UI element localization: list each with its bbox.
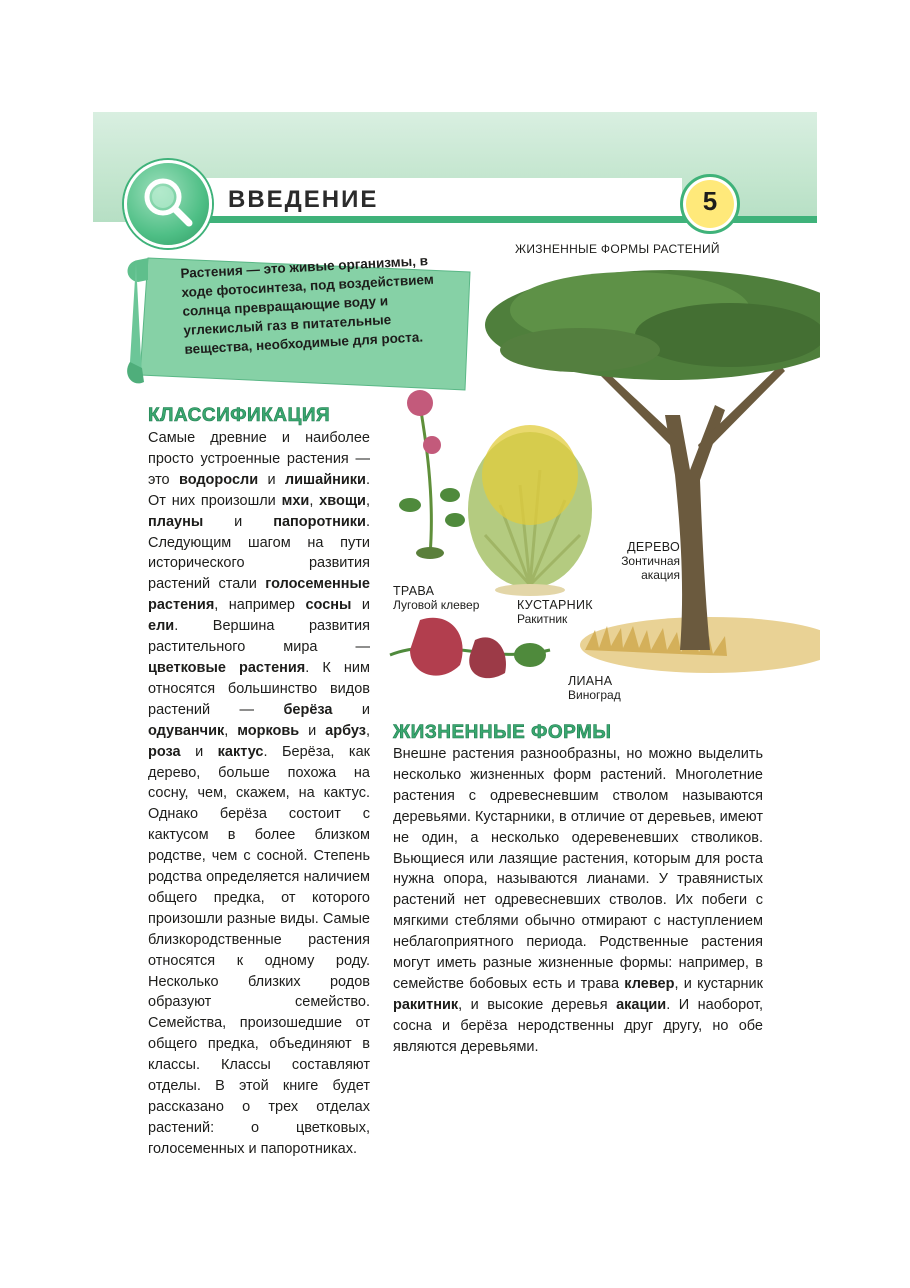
bold-term: мхи (281, 492, 310, 509)
magnifier-icon (127, 163, 209, 245)
heading-life-forms: ЖИЗНЕННЫЕ ФОРМЫ (393, 722, 612, 743)
vine (390, 618, 550, 678)
life-forms-text (393, 744, 763, 1058)
bold-term: клевер (624, 975, 675, 992)
text-run: , (365, 722, 370, 739)
bold-term: акации (616, 996, 667, 1013)
label-shrub-title: КУСТАРНИК (517, 598, 593, 612)
label-grass (393, 584, 479, 612)
label-grass-line1: Луговой клевер (393, 598, 480, 612)
bold-term: берёза (283, 701, 333, 718)
text-run: . Вершина развития растительного мира — (148, 618, 370, 656)
text-run: , и высокие деревья (458, 996, 617, 1013)
bold-term: одуванчик (148, 722, 225, 739)
text-run: и (332, 701, 370, 718)
bold-term: плауны (148, 513, 204, 530)
label-vine (568, 674, 621, 702)
label-vine-line1: Виноград (568, 688, 621, 702)
section-title: ВВЕДЕНИЕ (228, 186, 379, 213)
text-run: . И наоборот, сосна и берёза неродственны друг другу, но обе являются деревьями. (393, 996, 763, 1055)
bold-term: ракитник (393, 996, 459, 1013)
magnifier-badge (124, 160, 212, 248)
text-run: . Следующим шагом на пути исторического развития растений стали (148, 513, 370, 593)
bold-term: лишайники (284, 471, 366, 488)
clover (399, 390, 465, 559)
text-run: Самые древние и наиболее просто устроенные растения — это (148, 430, 370, 488)
bold-term: арбуз (325, 722, 366, 739)
bold-term: кактус (217, 743, 264, 760)
label-tree-line2: акация (641, 568, 680, 582)
text-run: , (365, 492, 370, 509)
text-run: , и кустарник (674, 975, 763, 992)
bold-term: хвощи (319, 492, 366, 509)
classification-text (148, 428, 370, 1160)
text-run: . Берёза, как дерево, больше похожа на сосну, чем, скажем, на кактус. Однако берёза состоит с кактусом в более близком родстве, чем с сосной. Степень родства определяется наличием общего предка, от которого произошли разные виды. Самые близкородственные растения относятся к одному роду. Несколько близких родов образуют семейство. Семейства, произошедшие от общего предка, объединяют в классы. Классы составляют отделы. В этой книге будет рассказано о трех отделах растений: о цветковых, голосеменных и папоротниках. (148, 743, 370, 1157)
label-tree (600, 540, 680, 582)
text-run: и (180, 743, 218, 760)
text-run: и (258, 471, 285, 488)
text-run: . К ним относятся большинство видов растений — (148, 659, 370, 718)
text-run: Внешне растения разнообразны, но можно выделить несколько жизненных форм растений. Многолетние растения с одревесневшим стволом называются деревьями. Кустарники, в отличие от деревьев, имеют не один, а несколько одеревеневших стволиков. Вьющиеся или лазящие растения, которым для роста нужна опора, называются лианами. У травянистых растений нет одревесневших стволов. Их побеги с мягкими стеблями обычно отмирают с наступлением неблагоприятного периода. Родственные растения могут иметь разные жизненные формы: например, в семействе бобовых есть и трава (393, 746, 763, 992)
figure-caption: ЖИЗНЕННЫЕ ФОРМЫ РАСТЕНИЙ (515, 242, 720, 256)
bold-term: морковь (237, 722, 300, 739)
label-shrub (517, 598, 593, 626)
text-run: и (203, 513, 274, 530)
label-tree-title: ДЕРЕВО (627, 540, 680, 554)
intro-text: Растения — это живые организмы, в ходе фотосинтеза, под воздействием солнца превращающие воду и углекислый газ в питательные вещества, необходимые для роста. (180, 253, 435, 357)
label-vine-title: ЛИАНА (568, 674, 613, 688)
text-run: , например (214, 597, 306, 614)
text-run: , (309, 492, 320, 509)
page-number: 5 (702, 186, 718, 216)
bold-term: сосны (305, 597, 352, 614)
bold-term: голосеменные растения (148, 576, 370, 614)
bold-term: папоротники (273, 513, 366, 530)
text-run: и (299, 722, 326, 739)
bold-term: водоросли (178, 471, 259, 488)
bold-term: цветковые растения (148, 659, 306, 676)
text-run: и (351, 597, 370, 614)
text-run: . От них произошли (148, 471, 370, 509)
life-forms-illustration (380, 255, 820, 715)
bold-term: ели (148, 618, 175, 635)
label-grass-title: ТРАВА (393, 584, 435, 598)
shrub (468, 425, 592, 596)
bold-term: роза (148, 743, 181, 760)
label-shrub-line1: Ракитник (517, 612, 568, 626)
label-tree-line1: Зонтичная (621, 554, 680, 568)
text-run: , (224, 722, 238, 739)
heading-classification: КЛАССИФИКАЦИЯ (148, 405, 331, 426)
